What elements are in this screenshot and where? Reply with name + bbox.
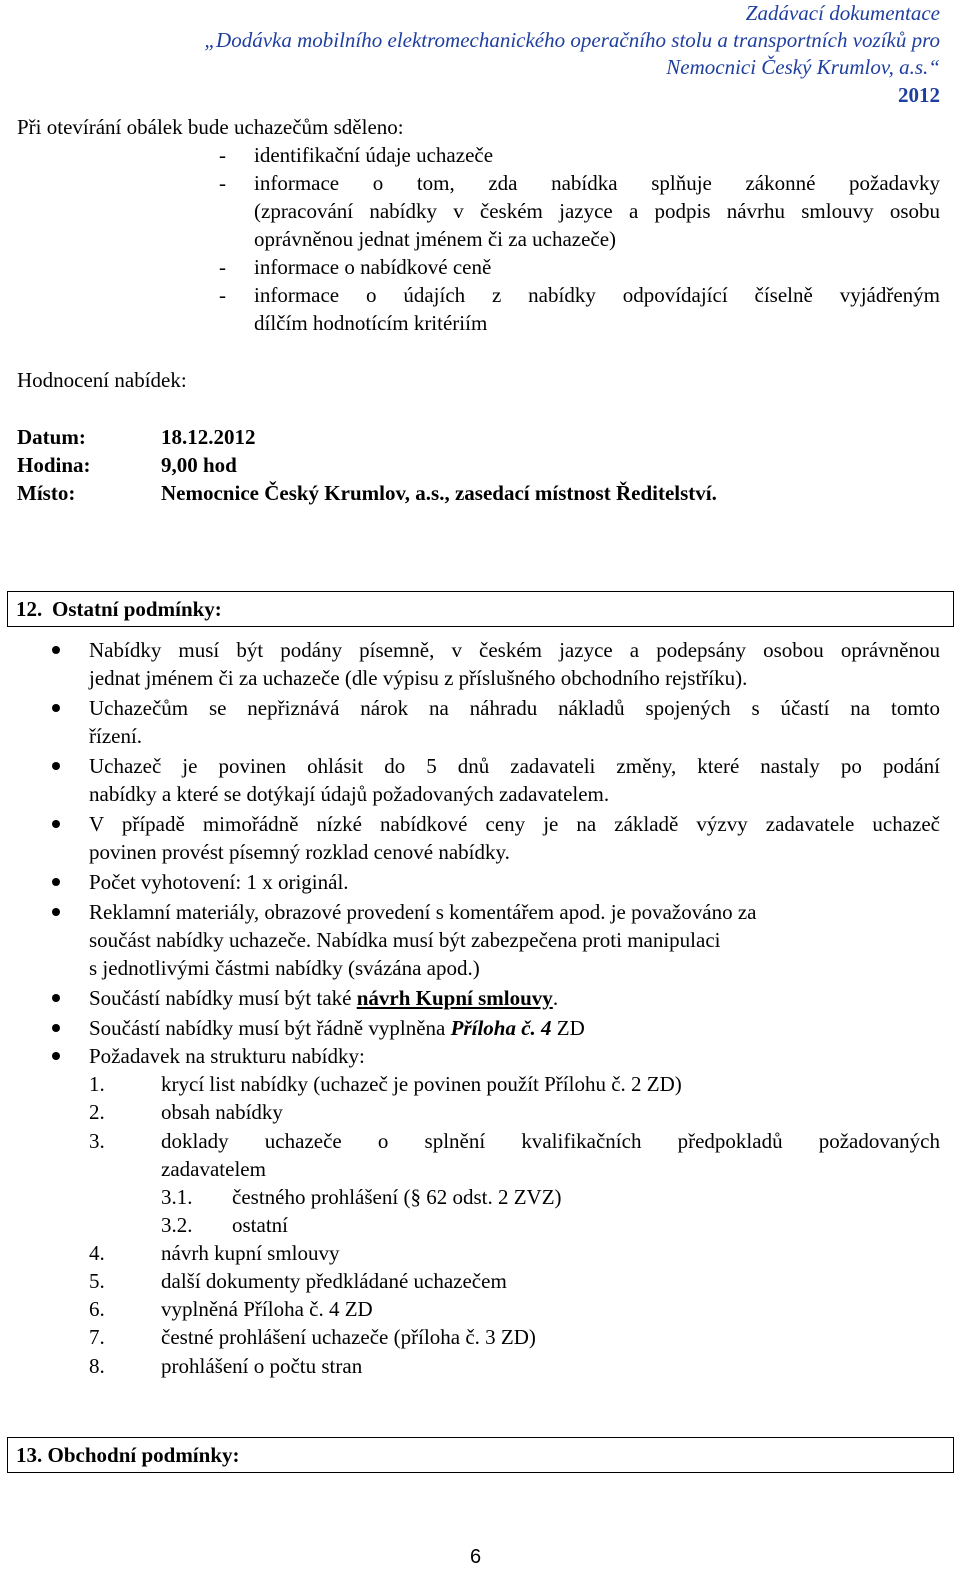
bullet-icon (52, 704, 60, 712)
bullet-icon (52, 908, 60, 916)
section-12-title: Ostatní podmínky: (52, 597, 222, 621)
opening-item-criteria-l2: dílčím hodnotícím kritériím (254, 311, 488, 335)
header-project-line1: „Dodávka mobilního elektromechanického operačního stolu a transportních vozíků pro (204, 28, 940, 52)
bullet-7-text: Součástí nabídky musí být také (89, 986, 357, 1010)
time-value: 9,00 hod (161, 453, 237, 477)
bullet-8-end: ZD (551, 1016, 585, 1040)
section-13-title: 13. Obchodní podmínky: (16, 1443, 240, 1467)
opening-intro: Při otevírání obálek bude uchazečům sděleno: (17, 115, 404, 139)
list-number: 5. (89, 1269, 105, 1293)
list-item: návrh kupní smlouvy (161, 1241, 340, 1265)
header-project-line2: Nemocnici Český Krumlov, a.s.“ (666, 55, 940, 79)
date-value: 18.12.2012 (161, 425, 256, 449)
evaluation-heading: Hodnocení nabídek: (17, 368, 187, 392)
list-item: další dokumenty předkládané uchazečem (161, 1269, 507, 1293)
place-label: Místo: (17, 481, 76, 505)
dash: - (219, 171, 226, 195)
bullet-icon (52, 762, 60, 770)
bullet-8-text: Součástí nabídky musí být řádně vyplněna (89, 1016, 451, 1040)
opening-item-requirements-l1: informace o tom, zda nabídka splňuje zákonné požadavky (254, 171, 940, 195)
header-doc-title: Zadávací dokumentace (745, 1, 940, 25)
dash: - (219, 283, 226, 307)
place-value: Nemocnice Český Krumlov, a.s., zasedací místnost Ředitelství. (161, 481, 717, 505)
dash: - (219, 255, 226, 279)
list-item: čestné prohlášení uchazeče (příloha č. 3 ZD) (161, 1325, 536, 1349)
bullet-icon (52, 820, 60, 828)
date-label: Datum: (17, 425, 86, 449)
time-label: Hodina: (17, 453, 91, 477)
list-item: ostatní (232, 1213, 288, 1237)
list-number: 7. (89, 1325, 105, 1349)
bullet-7-end: . (552, 986, 559, 1010)
bullet-5: Počet vyhotovení: 1 x originál. (89, 870, 349, 894)
dash: - (219, 143, 226, 167)
opening-item-identification: identifikační údaje uchazeče (254, 143, 494, 167)
list-item-continued: zadavatelem (161, 1157, 266, 1181)
list-number: 1. (89, 1072, 105, 1096)
list-number: 4. (89, 1241, 105, 1265)
section-13-heading-box (7, 1437, 954, 1473)
bullet-icon (52, 646, 60, 654)
bullet-icon (52, 994, 60, 1002)
list-item: čestného prohlášení (§ 62 odst. 2 ZVZ) (232, 1185, 562, 1209)
opening-item-requirements-l3: oprávněnou jednat jménem či za uchazeče) (254, 227, 617, 251)
bullet-3-l2: nabídky a které se dotýkají údajů požadovaných zadavatelem. (89, 782, 610, 806)
page-number: 6 (470, 1546, 482, 1568)
section-12-heading-box (7, 591, 954, 627)
header-year: 2012 (898, 83, 940, 107)
bullet-4-l2: povinen provést písemný rozklad cenové nabídky. (89, 840, 510, 864)
list-number: 8. (89, 1354, 105, 1378)
section-12-number: 12. (16, 597, 43, 621)
bullet-9: Požadavek na strukturu nabídky: (89, 1044, 365, 1068)
opening-item-requirements-l2: (zpracování nabídky v českém jazyce a podpis návrhu smlouvy osobu (254, 199, 940, 223)
bullet-2-l1: Uchazečům se nepřiznává nárok na náhradu nákladů spojených s účastí na tomto (89, 696, 940, 720)
list-number: 3.1. (161, 1185, 193, 1209)
bullet-1-l1: Nabídky musí být podány písemně, v českém jazyce a podepsány osobou oprávněnou (89, 638, 940, 662)
bullet-4-l1: V případě mimořádně nízké nabídkové ceny je na základě výzvy zadavatele uchazeč (89, 812, 940, 836)
annex-4-ref: Příloha č. 4 (450, 1016, 552, 1040)
list-number: 3.2. (161, 1213, 193, 1237)
purchase-contract-link: návrh Kupní smlouvy (356, 986, 553, 1010)
bullet-3-l1: Uchazeč je povinen ohlásit do 5 dnů zadavateli změny, které nastaly po podání (89, 754, 940, 778)
opening-item-price: informace o nabídkové ceně (254, 255, 492, 279)
bullet-2-l2: řízení. (89, 724, 143, 748)
list-item: prohlášení o počtu stran (161, 1354, 363, 1378)
opening-item-criteria-l1: informace o údajích z nabídky odpovídající číselně vyjádřeným (254, 283, 940, 307)
bullet-icon (52, 1024, 60, 1032)
list-number: 2. (89, 1100, 105, 1124)
list-item: obsah nabídky (161, 1100, 283, 1124)
bullet-icon (52, 1052, 60, 1060)
bullet-7 (89, 984, 558, 1012)
bullet-icon (52, 878, 60, 886)
list-item: vyplněná Příloha č. 4 ZD (161, 1297, 373, 1321)
list-number: 3. (89, 1129, 105, 1153)
list-item: krycí list nabídky (uchazeč je povinen použít Přílohu č. 2 ZD) (161, 1072, 682, 1096)
list-item: doklady uchazeče o splnění kvalifikačních předpokladů požadovaných (161, 1129, 940, 1153)
bullet-6-l3: s jednotlivými částmi nabídky (svázána apod.) (89, 956, 480, 980)
bullet-6-l1: Reklamní materiály, obrazové provedení s komentářem apod. je považováno za (89, 900, 757, 924)
bullet-8 (89, 1014, 585, 1042)
list-number: 6. (89, 1297, 105, 1321)
bullet-1-l2: jednat jménem či za uchazeče (dle výpisu z příslušného obchodního rejstříku). (89, 666, 748, 690)
bullet-6-l2: součást nabídky uchazeče. Nabídka musí být zabezpečena proti manipulaci (89, 928, 721, 952)
